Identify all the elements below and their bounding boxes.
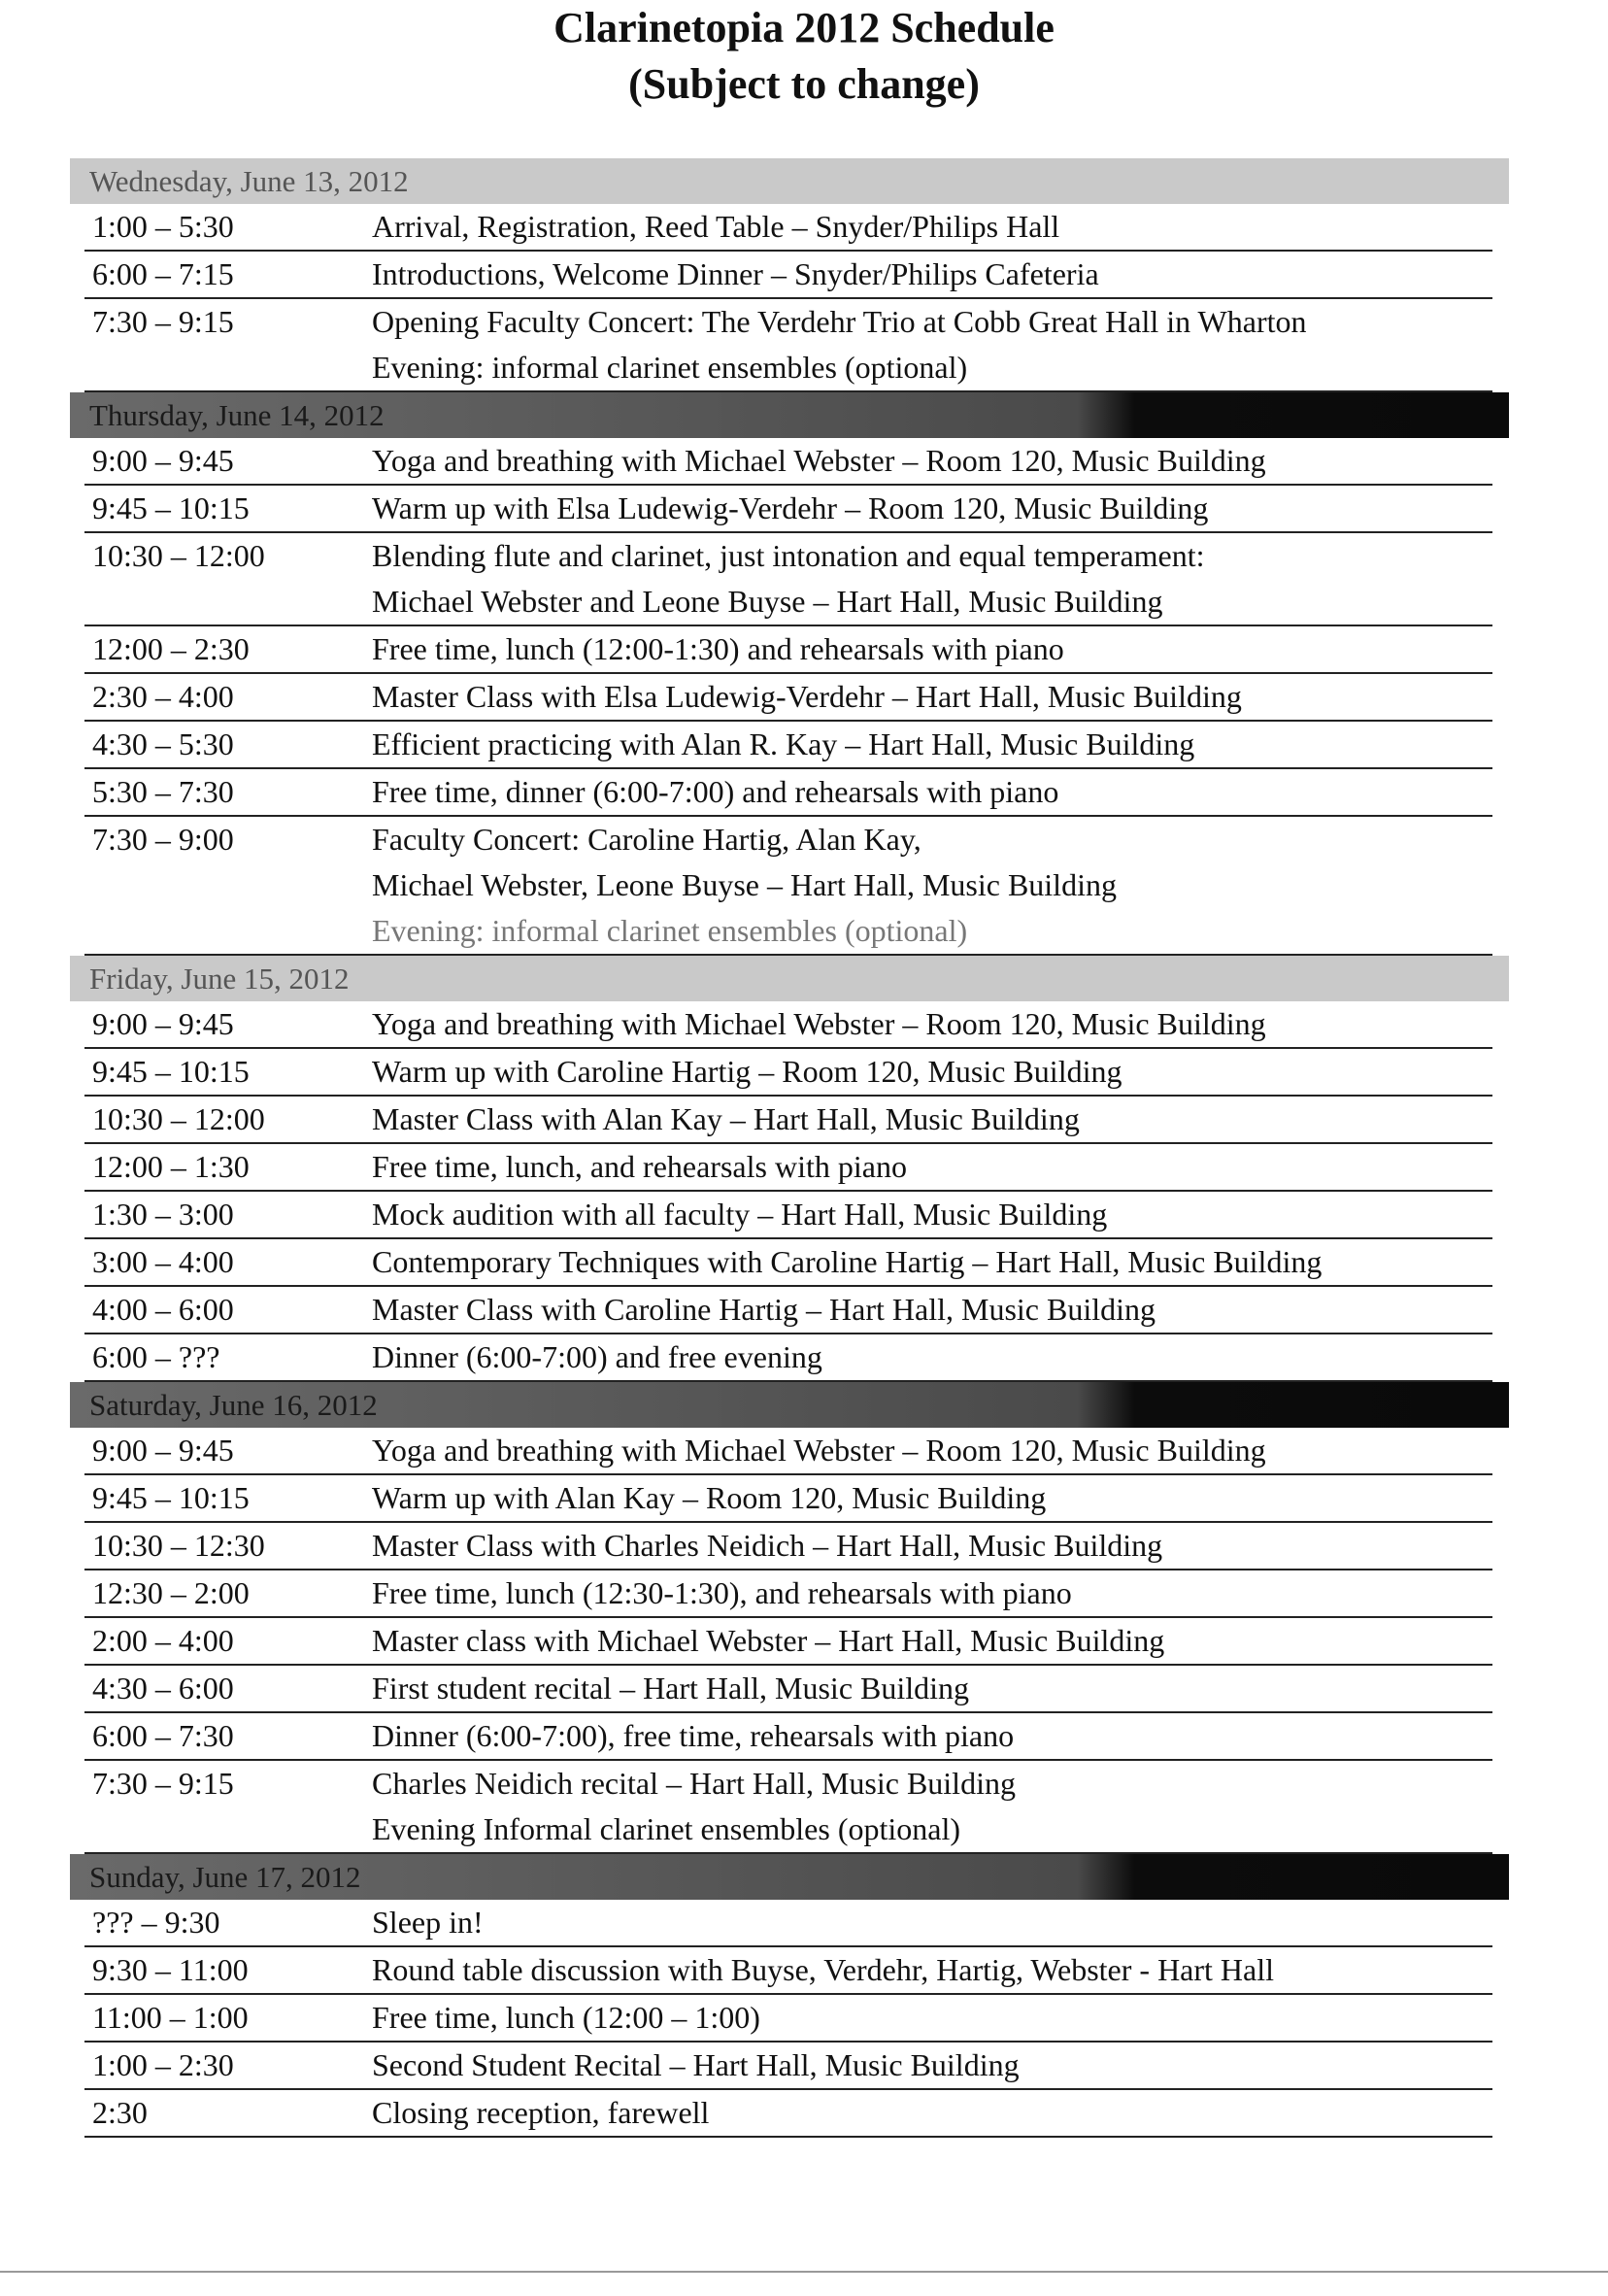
schedule-row (84, 1947, 1492, 1995)
time-slot: 10:30 – 12:30 (92, 1528, 265, 1563)
event-line: Evening: informal clarinet ensembles (optional) (372, 913, 968, 948)
event-description (372, 252, 1492, 297)
schedule-row (84, 769, 1492, 817)
event-description (372, 299, 1492, 390)
schedule-row (84, 486, 1492, 533)
day-header: Saturday, June 16, 2012 (70, 1382, 1509, 1428)
time-slot: 7:30 – 9:15 (92, 304, 234, 339)
event-line: Second Student Recital – Hart Hall, Music Building (372, 2047, 1020, 2082)
time-slot: 2:00 – 4:00 (92, 1623, 234, 1658)
time-slot: 4:30 – 6:00 (92, 1671, 234, 1705)
time-slot: 9:00 – 9:45 (92, 443, 234, 478)
event-line: Evening: informal clarinet ensembles (optional) (372, 350, 968, 385)
event-line: Master Class with Caroline Hartig – Hart Hall, Music Building (372, 1292, 1156, 1327)
time-slot: 9:30 – 11:00 (92, 1952, 249, 1987)
event-description (372, 1618, 1492, 1664)
schedule-row (84, 1001, 1492, 1049)
event-line: Warm up with Alan Kay – Room 120, Music Building (372, 1480, 1047, 1515)
schedule-row (84, 533, 1492, 626)
schedule-row (84, 626, 1492, 674)
day-header: Wednesday, June 13, 2012 (70, 158, 1509, 204)
time-slot: 12:30 – 2:00 (92, 1575, 250, 1610)
event-description (372, 1475, 1492, 1521)
schedule-row (84, 722, 1492, 769)
event-description (372, 1144, 1492, 1190)
event-description (372, 722, 1492, 767)
event-line: Dinner (6:00-7:00) and free evening (372, 1339, 822, 1374)
document-title (0, 0, 1608, 113)
event-line: Free time, lunch (12:00 – 1:00) (372, 2000, 760, 2035)
time-slot: 9:00 – 9:45 (92, 1006, 234, 1041)
event-description (372, 1666, 1492, 1711)
event-line: Yoga and breathing with Michael Webster – Room 120, Music Building (372, 1006, 1266, 1041)
event-description (372, 1334, 1492, 1380)
schedule-row (84, 1761, 1492, 1854)
event-line: Michael Webster, Leone Buyse – Hart Hall, Music Building (372, 867, 1117, 902)
event-description (372, 1428, 1492, 1473)
event-description (372, 1523, 1492, 1569)
time-slot: 6:00 – 7:15 (92, 256, 234, 291)
schedule-row (84, 1713, 1492, 1761)
event-description (372, 1239, 1492, 1285)
time-slot: 4:00 – 6:00 (92, 1292, 234, 1327)
event-description (372, 1900, 1492, 1945)
schedule-row (84, 1995, 1492, 2043)
schedule-row (84, 1900, 1492, 1947)
event-description (372, 626, 1492, 672)
event-description (372, 533, 1492, 625)
event-description (372, 1995, 1492, 2041)
event-line: Efficient practicing with Alan R. Kay – Hart Hall, Music Building (372, 726, 1195, 761)
time-slot: 6:00 – ??? (92, 1339, 220, 1374)
event-line: Yoga and breathing with Michael Webster – Room 120, Music Building (372, 1433, 1266, 1468)
event-line: Faculty Concert: Caroline Hartig, Alan Kay, (372, 822, 921, 857)
bottom-edge-divider (0, 2271, 1608, 2273)
event-line: Master class with Michael Webster – Hart Hall, Music Building (372, 1623, 1165, 1658)
event-line: Free time, dinner (6:00-7:00) and rehearsals with piano (372, 774, 1059, 809)
event-description (372, 1097, 1492, 1142)
time-slot: 7:30 – 9:15 (92, 1766, 234, 1801)
time-slot: 1:00 – 2:30 (92, 2047, 234, 2082)
schedule-row (84, 1334, 1492, 1382)
time-slot: 2:30 (92, 2095, 148, 2130)
time-slot: 9:00 – 9:45 (92, 1433, 234, 1468)
schedule-row (84, 252, 1492, 299)
schedule-row (84, 1475, 1492, 1523)
event-description (372, 1049, 1492, 1095)
schedule-row (84, 1239, 1492, 1287)
schedule-row (84, 204, 1492, 252)
event-line: Charles Neidich recital – Hart Hall, Music Building (372, 1766, 1016, 1801)
time-slot: 11:00 – 1:00 (92, 2000, 249, 2035)
event-line: Evening Informal clarinet ensembles (optional) (372, 1811, 961, 1846)
time-slot: 12:00 – 2:30 (92, 631, 250, 666)
time-slot: 12:00 – 1:30 (92, 1149, 250, 1184)
schedule-row (84, 438, 1492, 486)
time-slot: 4:30 – 5:30 (92, 726, 234, 761)
event-description (372, 2090, 1492, 2136)
event-line: Introductions, Welcome Dinner – Snyder/Philips Cafeteria (372, 256, 1099, 291)
event-line: Mock audition with all faculty – Hart Hall, Music Building (372, 1197, 1108, 1232)
event-line: Master Class with Charles Neidich – Hart Hall, Music Building (372, 1528, 1163, 1563)
event-description (372, 438, 1492, 484)
time-slot: 2:30 – 4:00 (92, 679, 234, 714)
event-line: Warm up with Caroline Hartig – Room 120, Music Building (372, 1054, 1122, 1089)
event-line: Closing reception, farewell (372, 2095, 710, 2130)
event-description (372, 1947, 1492, 1993)
event-line: Arrival, Registration, Reed Table – Snyder/Philips Hall (372, 209, 1060, 244)
schedule-row (84, 1570, 1492, 1618)
schedule-row (84, 2090, 1492, 2138)
schedule-row (84, 1287, 1492, 1334)
event-line: Free time, lunch (12:30-1:30), and rehearsals with piano (372, 1575, 1072, 1610)
schedule-row (84, 1097, 1492, 1144)
schedule-row (84, 1666, 1492, 1713)
event-description (372, 1192, 1492, 1237)
time-slot: 6:00 – 7:30 (92, 1718, 234, 1753)
time-slot: ??? – 9:30 (92, 1905, 220, 1940)
event-description (372, 2043, 1492, 2088)
event-description (372, 204, 1492, 250)
schedule-row (84, 1144, 1492, 1192)
event-line: Contemporary Techniques with Caroline Hartig – Hart Hall, Music Building (372, 1244, 1323, 1279)
time-slot: 3:00 – 4:00 (92, 1244, 234, 1279)
schedule-row (84, 1192, 1492, 1239)
event-line: Master Class with Alan Kay – Hart Hall, Music Building (372, 1101, 1080, 1136)
event-description (372, 674, 1492, 720)
event-description (372, 1001, 1492, 1047)
schedule-row (84, 2043, 1492, 2090)
schedule-row (84, 674, 1492, 722)
schedule-row (84, 1428, 1492, 1475)
time-slot: 9:45 – 10:15 (92, 490, 250, 525)
event-line: Sleep in! (372, 1905, 484, 1940)
time-slot: 9:45 – 10:15 (92, 1480, 250, 1515)
title-line-2: (Subject to change) (628, 60, 980, 108)
time-slot: 7:30 – 9:00 (92, 822, 234, 857)
day-header: Sunday, June 17, 2012 (70, 1854, 1509, 1900)
event-description (372, 1287, 1492, 1333)
schedule-row (84, 299, 1492, 392)
time-slot: 10:30 – 12:00 (92, 538, 265, 573)
time-slot: 1:00 – 5:30 (92, 209, 234, 244)
event-description (372, 817, 1492, 954)
schedule-row (84, 817, 1492, 956)
schedule-row (84, 1523, 1492, 1570)
day-header: Thursday, June 14, 2012 (70, 392, 1509, 438)
schedule-table (70, 158, 1509, 2138)
event-line: Free time, lunch (12:00-1:30) and rehearsals with piano (372, 631, 1064, 666)
event-line: Warm up with Elsa Ludewig-Verdehr – Room 120, Music Building (372, 490, 1209, 525)
event-description (372, 1570, 1492, 1616)
event-line: Free time, lunch, and rehearsals with piano (372, 1149, 907, 1184)
event-description (372, 769, 1492, 815)
event-line: Opening Faculty Concert: The Verdehr Trio at Cobb Great Hall in Wharton (372, 304, 1307, 339)
event-line: First student recital – Hart Hall, Music Building (372, 1671, 970, 1705)
time-slot: 10:30 – 12:00 (92, 1101, 265, 1136)
schedule-row (84, 1618, 1492, 1666)
event-description (372, 1713, 1492, 1759)
event-line: Dinner (6:00-7:00), free time, rehearsals with piano (372, 1718, 1015, 1753)
event-line: Michael Webster and Leone Buyse – Hart Hall, Music Building (372, 584, 1163, 619)
event-description (372, 1761, 1492, 1852)
time-slot: 9:45 – 10:15 (92, 1054, 250, 1089)
title-line-1: Clarinetopia 2012 Schedule (553, 4, 1055, 51)
time-slot: 1:30 – 3:00 (92, 1197, 234, 1232)
schedule-row (84, 1049, 1492, 1097)
time-slot: 5:30 – 7:30 (92, 774, 234, 809)
event-line: Yoga and breathing with Michael Webster – Room 120, Music Building (372, 443, 1266, 478)
event-line: Round table discussion with Buyse, Verdehr, Hartig, Webster - Hart Hall (372, 1952, 1275, 1987)
event-line: Master Class with Elsa Ludewig-Verdehr – Hart Hall, Music Building (372, 679, 1242, 714)
day-header: Friday, June 15, 2012 (70, 956, 1509, 1001)
event-description (372, 486, 1492, 531)
event-line: Blending flute and clarinet, just intonation and equal temperament: (372, 538, 1205, 573)
